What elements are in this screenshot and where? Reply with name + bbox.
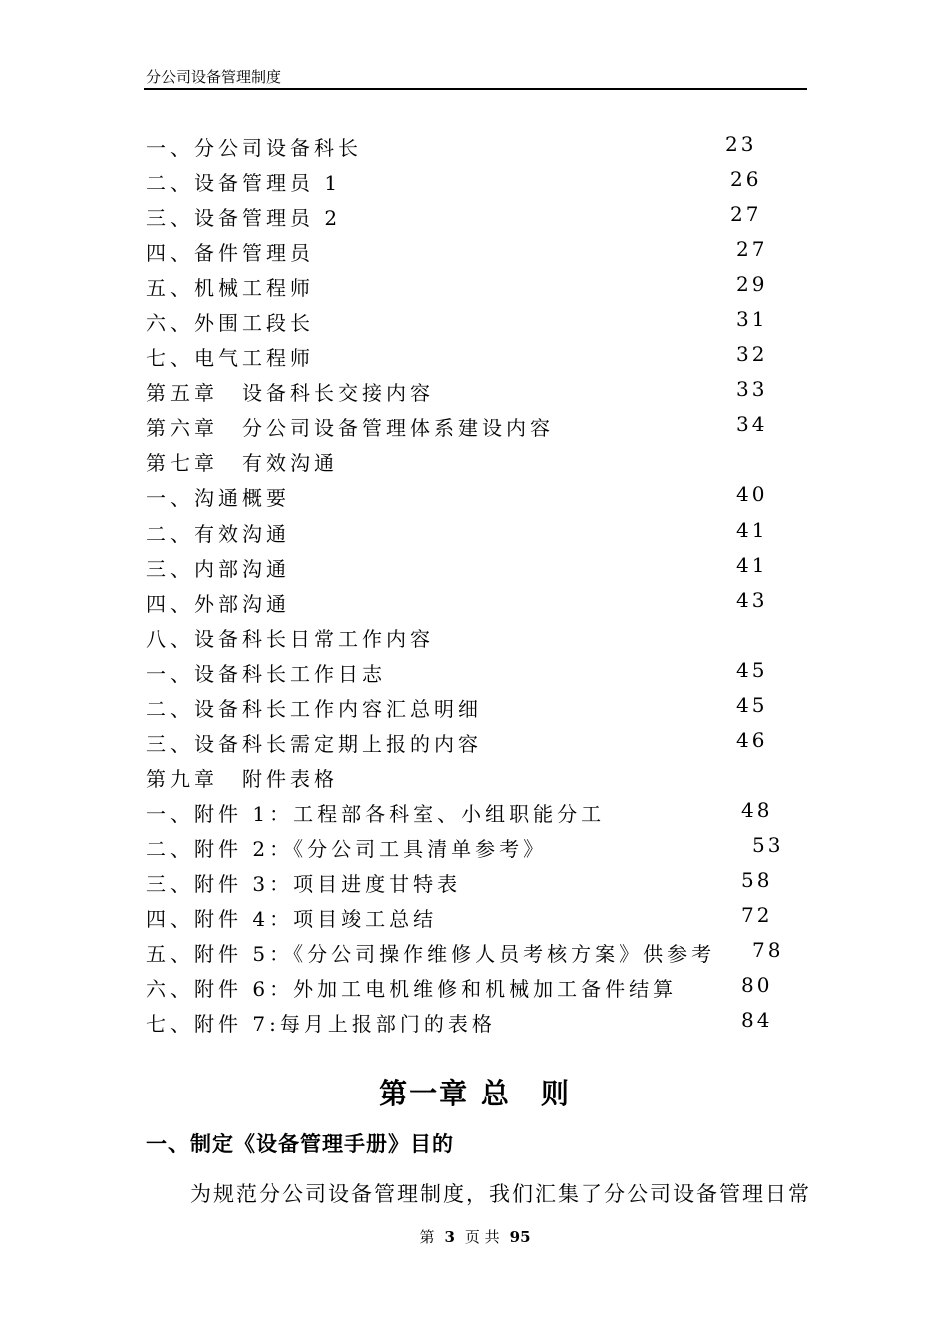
running-header: 分公司设备管理制度 (146, 68, 282, 86)
header-divider (144, 88, 807, 90)
toc-entry-page-number: 33 (736, 377, 768, 402)
toc-entry-page-number: 45 (736, 657, 768, 682)
toc-entry-page-number: 23 (725, 132, 757, 156)
toc-entry-title: 三、内部沟通 (146, 556, 290, 581)
toc-entry-page-number: 32 (736, 342, 768, 367)
toc-entry-title: 一、沟通概要 (146, 486, 290, 511)
toc-entry-title: 六、外围工段长 (146, 311, 314, 336)
toc-entry-title: 四、附件 4：项目竣工总结 (146, 907, 438, 932)
toc-entry-page-number: 26 (730, 167, 762, 192)
toc-entry-title: 三、设备科长需定期上报的内容 (146, 731, 482, 756)
toc-entry-title: 一、设备科长工作日志 (146, 661, 386, 686)
chapter-heading: 第一章 总 则 (379, 1077, 571, 1110)
toc-entry (0, 969, 950, 1004)
toc-entry (0, 654, 950, 689)
toc-entry-title: 二、附件 2：《分公司工具清单参考》 (146, 836, 548, 861)
toc-entry (0, 373, 950, 408)
toc-entry-page-number: 46 (736, 727, 768, 752)
toc-entry-page-number: 78 (752, 938, 784, 963)
toc-entry-title: 四、备件管理员 (146, 241, 314, 266)
toc-entry (0, 584, 950, 619)
toc-entry-title: 第六章 分公司设备管理体系建设内容 (146, 416, 554, 441)
toc-entry-page-number: 41 (736, 517, 768, 542)
toc-entry-title: 二、设备科长工作内容汇总明细 (146, 696, 482, 721)
toc-entry (0, 338, 950, 373)
toc-entry-page-number: 53 (752, 832, 784, 857)
toc-entry-title: 一、分公司设备科长 (146, 136, 362, 160)
toc-entry (0, 864, 950, 899)
toc-entry-title: 第五章 设备科长交接内容 (146, 381, 434, 406)
toc-entry (0, 794, 950, 829)
table-of-contents (0, 128, 950, 1039)
toc-entry-page-number: 27 (730, 202, 762, 227)
toc-entry (0, 303, 950, 338)
toc-entry-title: 第七章 有效沟通 (146, 451, 338, 476)
toc-entry-title: 二、设备管理员 1 (146, 171, 342, 196)
toc-entry (0, 899, 950, 934)
toc-entry (0, 443, 950, 478)
toc-entry-page-number: 31 (736, 307, 768, 332)
toc-entry (0, 829, 950, 864)
toc-entry (0, 689, 950, 724)
toc-entry (0, 619, 950, 654)
footer-prefix: 第 (419, 1228, 435, 1246)
toc-entry-title: 六、附件 6：外加工电机维修和机械加工备件结算 (146, 977, 678, 1002)
toc-entry-page-number: 48 (741, 797, 773, 822)
toc-entry (0, 934, 950, 969)
toc-entry (0, 1004, 950, 1039)
toc-entry-page-number: 72 (741, 903, 773, 928)
toc-entry-title: 一、附件 1：工程部各科室、小组职能分工 (146, 801, 606, 826)
section-heading: 一、制定《设备管理手册》目的 (146, 1131, 454, 1156)
toc-entry-title: 五、附件 5：《分公司操作维修人员考核方案》供参考 (146, 942, 716, 967)
toc-entry-title: 第九章 附件表格 (146, 766, 338, 791)
toc-entry (0, 549, 950, 584)
toc-entry-title: 五、机械工程师 (146, 276, 314, 301)
toc-entry (0, 478, 950, 513)
body-paragraph: 为规范分公司设备管理制度，我们汇集了分公司设备管理日常 (190, 1182, 811, 1206)
toc-entry (0, 759, 950, 794)
toc-entry-title: 二、有效沟通 (146, 521, 290, 546)
toc-entry-page-number: 41 (736, 552, 768, 577)
toc-entry-page-number: 58 (741, 867, 773, 892)
toc-entry (0, 163, 950, 198)
toc-entry-title: 三、附件 3：项目进度甘特表 (146, 871, 462, 896)
toc-entry-title: 八、设备科长日常工作内容 (146, 626, 434, 651)
toc-entry-title: 四、外部沟通 (146, 591, 290, 616)
toc-entry-page-number: 40 (736, 482, 768, 507)
toc-entry-title: 七、附件 7:每月上报部门的表格 (146, 1012, 496, 1037)
current-page-number: 3 (444, 1228, 455, 1246)
toc-entry-page-number: 45 (736, 692, 768, 717)
page-footer (0, 1226, 950, 1247)
toc-entry-page-number: 29 (736, 272, 768, 297)
toc-entry-page-number: 27 (736, 237, 768, 262)
toc-entry (0, 724, 950, 759)
toc-entry (0, 128, 950, 163)
toc-entry (0, 408, 950, 443)
toc-entry-page-number: 84 (741, 1008, 773, 1033)
toc-entry-page-number: 34 (736, 412, 768, 437)
total-page-number: 95 (509, 1228, 531, 1246)
footer-middle: 页 共 (464, 1228, 500, 1246)
toc-entry-page-number: 43 (736, 587, 768, 612)
toc-entry (0, 198, 950, 233)
toc-entry (0, 514, 950, 549)
toc-entry (0, 268, 950, 303)
toc-entry (0, 233, 950, 268)
toc-entry-title: 七、电气工程师 (146, 346, 314, 371)
toc-entry-title: 三、设备管理员 2 (146, 206, 342, 231)
toc-entry-page-number: 80 (741, 973, 773, 998)
